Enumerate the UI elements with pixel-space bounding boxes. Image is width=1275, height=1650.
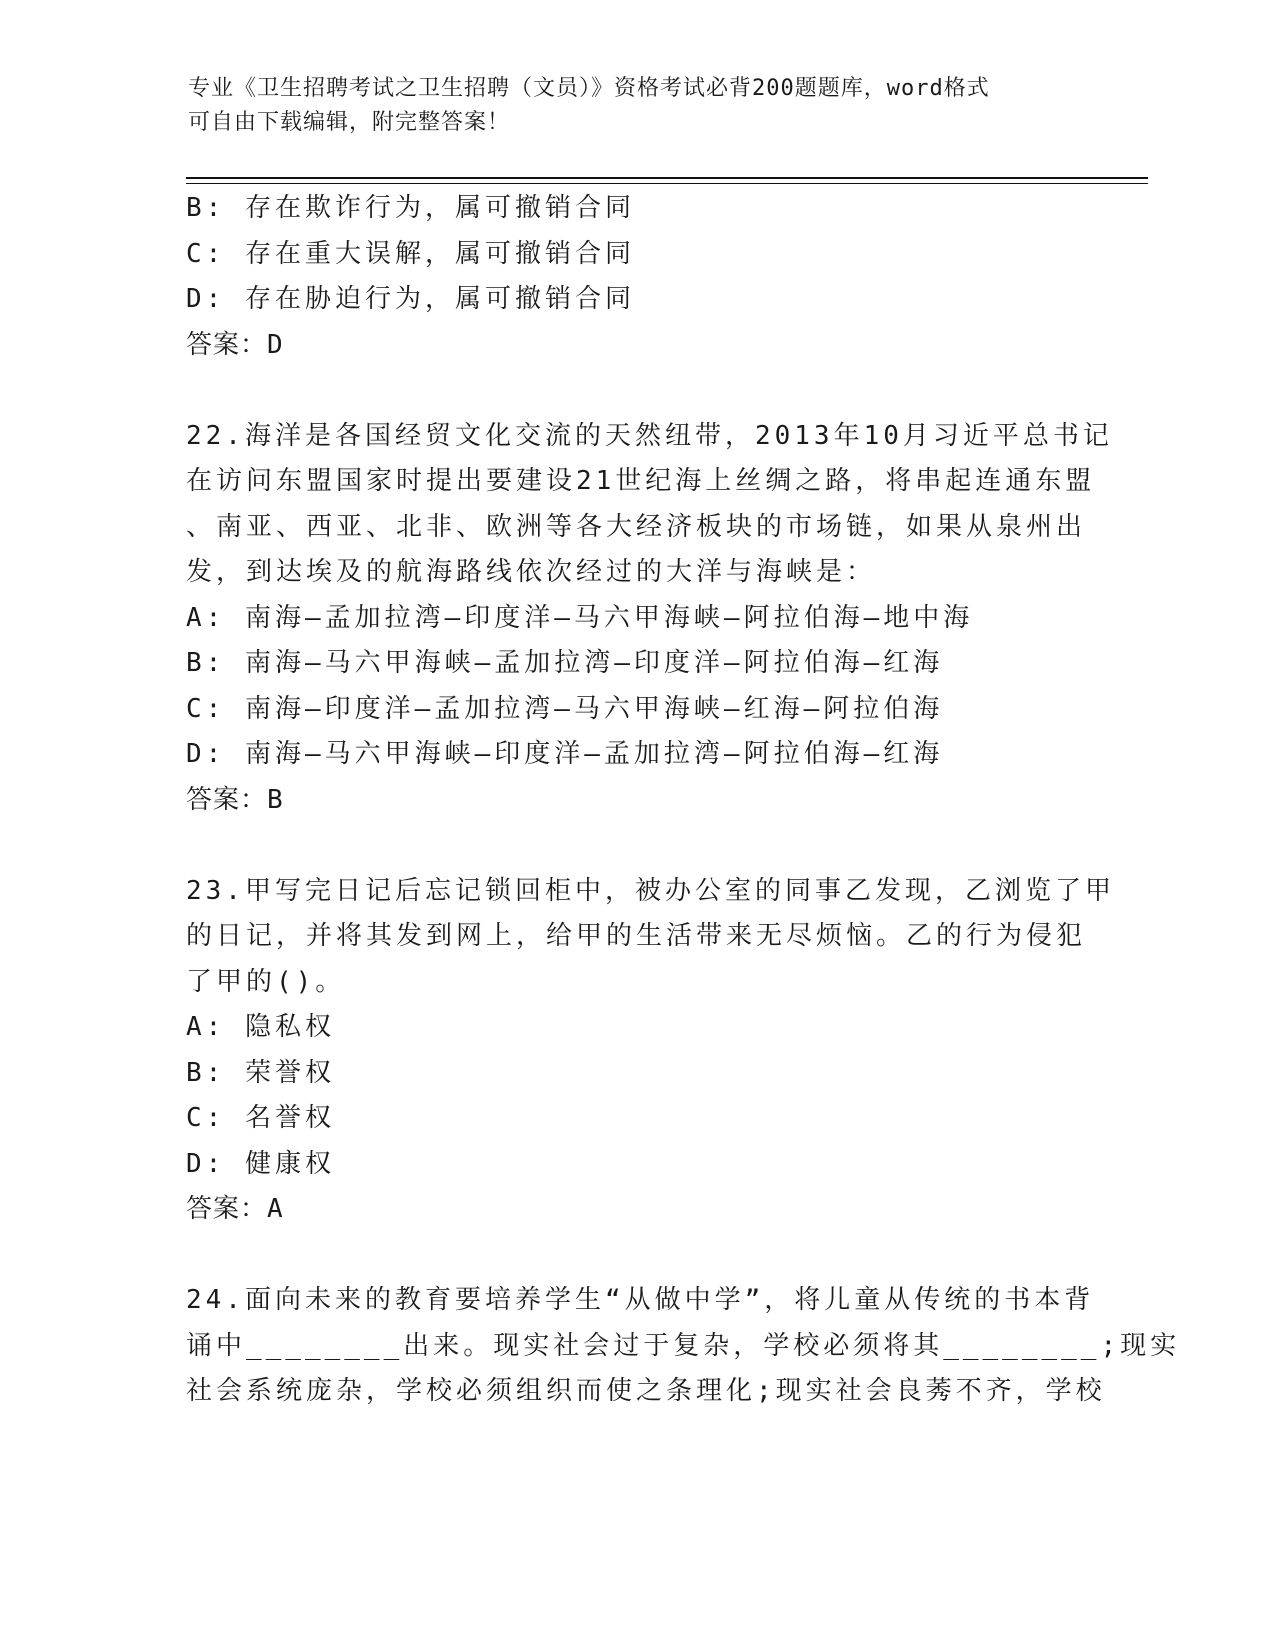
- question-text-line: 社会系统庞杂，学校必须组织而使之条理化;现实社会良莠不齐，学校: [186, 1376, 1106, 1406]
- question-text-line: 23.甲写完日记后忘记锁回柜中，被办公室的同事乙发现，乙浏览了甲: [186, 875, 1115, 906]
- question-text-line: 发，到达埃及的航海路线依次经过的大洋与海峡是：: [186, 557, 877, 587]
- question-text-line: 诵中________出来。现实社会过于复杂，学校必须将其________;现实: [186, 1330, 1181, 1361]
- option-b: B: 南海—马六甲海峡—孟加拉湾—印度洋—阿拉伯海—红海: [186, 648, 944, 678]
- question-23: [186, 869, 1115, 1233]
- answer: 答案：B: [186, 784, 284, 815]
- header-divider-thick: [186, 177, 1148, 179]
- option-d: D: 健康权: [186, 1148, 335, 1179]
- answer: 答案：A: [186, 1194, 284, 1224]
- option-d: D: 南海—马六甲海峡—印度洋—孟加拉湾—阿拉伯海—红海: [186, 739, 944, 769]
- option-b: B: 荣誉权: [186, 1057, 335, 1088]
- question-list: [186, 186, 1181, 1415]
- option-b: B: 存在欺诈行为，属可撤销合同: [186, 193, 635, 223]
- answer: 答案：D: [186, 329, 284, 360]
- question-text-line: 的日记，并将其发到网上，给甲的生活带来无尽烦恼。乙的行为侵犯: [186, 921, 1087, 951]
- question-21-remainder: [186, 186, 1091, 368]
- option-c: C: 存在重大误解，属可撤销合同: [186, 238, 635, 269]
- header-title-line-1: 专业《卫生招聘考试之卫生招聘（文员）》资格考试必背200题题库，word格式: [188, 76, 990, 101]
- spacer: [186, 823, 1091, 869]
- header-title-line-2: 可自由下载编辑，附完整答案！: [188, 110, 511, 135]
- header-divider-thin: [186, 183, 1148, 184]
- option-a: A: 南海—孟加拉湾—印度洋—马六甲海峡—阿拉伯海—地中海: [186, 602, 974, 633]
- question-22: [186, 414, 1113, 824]
- question-24: [186, 1278, 1181, 1415]
- spacer: [186, 368, 1091, 414]
- question-text-line: 了甲的()。: [186, 966, 346, 997]
- spacer: [186, 1233, 1091, 1279]
- option-c: C: 名誉权: [186, 1103, 335, 1133]
- question-text-line: 在访问东盟国家时提出要建设21世纪海上丝绸之路，将串起连通东盟: [186, 466, 1096, 496]
- document-header: [188, 72, 1088, 140]
- question-text-line: 22.海洋是各国经贸文化交流的天然纽带，2013年10月习近平总书记: [186, 420, 1113, 451]
- option-a: A: 隐私权: [186, 1012, 335, 1042]
- question-text-line: 24.面向未来的教育要培养学生“从做中学”，将儿童从传统的书本背: [186, 1285, 1095, 1315]
- question-text-line: 、南亚、西亚、北非、欧洲等各大经济板块的市场链，如果从泉州出: [186, 511, 1087, 542]
- option-d: D: 存在胁迫行为，属可撤销合同: [186, 284, 635, 314]
- option-c: C: 南海—印度洋—孟加拉湾—马六甲海峡—红海—阿拉伯海: [186, 693, 944, 724]
